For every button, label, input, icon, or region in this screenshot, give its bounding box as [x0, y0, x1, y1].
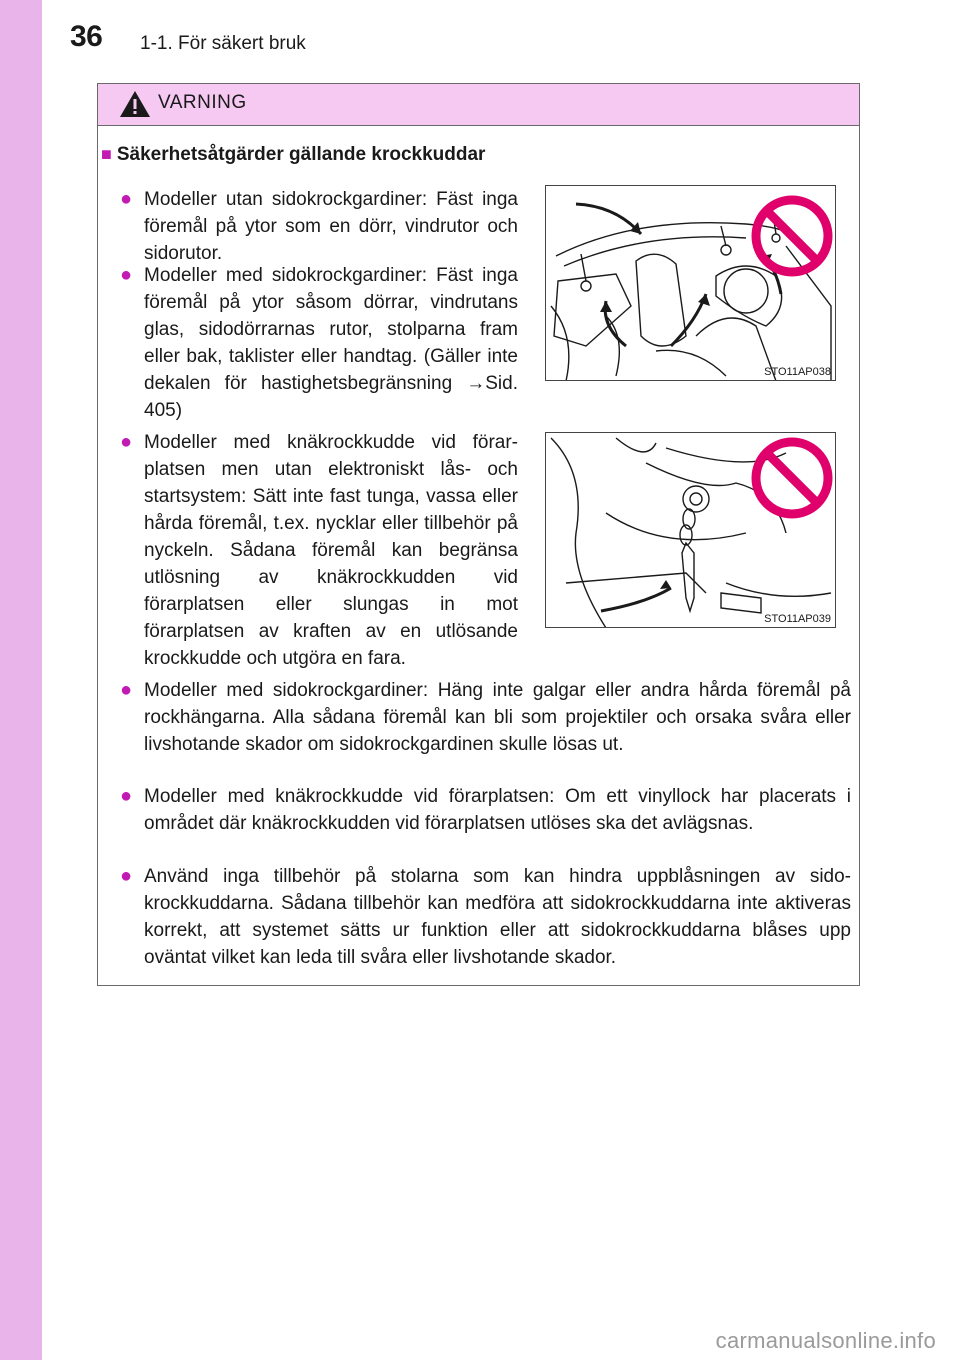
running-head: 1-1. För säkert bruk	[140, 33, 306, 54]
figure-code: STO11AP039	[764, 613, 831, 625]
round-bullet-icon: ●	[120, 865, 133, 887]
warning-triangle-icon	[118, 89, 152, 119]
warning-title: VARNING	[158, 92, 247, 113]
bullet-text: Modeller med sidokrockgardiner: Häng inte galgar eller andra hårda föremål på rockhängarna. Alla sådana föremål kan bli som projektiler och orsaka svåra eller livshotande skador om sidokrockgardinen skulle lösas ut.	[144, 680, 851, 755]
round-bullet-icon: ●	[120, 188, 133, 210]
bullet-item	[120, 262, 518, 424]
site-watermark: carmanualsonline.info	[715, 1328, 936, 1353]
warning-box	[97, 83, 860, 986]
bullet-text: Modeller med knäkrockkudde vid förarplatsen men utan elektroniskt lås- och startsystem: Sätt inte fast tunga, vassa eller hårda föremål, t.ex. nycklar eller tillbehör på nyckeln. Sådana föremål kan begränsa utlösning av knäkrockkudden vid förarplatsen eller slungas in mot förarplatsen av kraften av en utlösande krockkudde och utgöra en fara.	[144, 432, 518, 669]
bullet-text: Modeller utan sidokrockgardiner: Fäst inga föremål på ytor som en dörr, vindrutor och sidorutor.	[144, 189, 518, 264]
ignition-key-drawing	[546, 433, 836, 628]
round-bullet-icon: ●	[120, 264, 133, 286]
chapter-side-band	[0, 0, 42, 1360]
page-number: 36	[70, 20, 103, 53]
figure-code: STO11AP038	[764, 366, 831, 378]
section-heading-text: Säkerhetsåtgärder gällande krockkuddar	[116, 144, 486, 165]
bullet-item	[120, 783, 851, 837]
bullet-text: Modeller med knäkrockkudde vid förarplatsen: Om ett vinyllock har placerats i området där knäkrockkudden vid förarplatsen utlöses ska det avlägsnas.	[144, 786, 851, 834]
prohibition-icon	[756, 200, 828, 272]
car-interior-drawing	[546, 186, 836, 381]
bullet-item	[120, 863, 851, 971]
square-bullet-icon: ■	[101, 144, 112, 164]
prohibition-icon	[756, 442, 828, 514]
bullet-item	[120, 186, 518, 267]
bullet-item	[120, 677, 851, 758]
bullet-item	[120, 429, 518, 672]
section-heading	[101, 144, 485, 166]
ignition-key-illustration	[545, 432, 836, 628]
warning-header	[98, 84, 859, 126]
bullet-text: Använd inga tillbehör på stolarna som kan hindra uppblåsningen av sidokrockkuddarna. Sådana tillbehör kan medföra att sidokrockkuddarna inte aktiveras korrekt, att systemet sätts ur funktion eller att sidokrockkuddarna blåses upp oväntat vilket kan leda till svåra eller livshotande skador.	[144, 866, 851, 968]
round-bullet-icon: ●	[120, 785, 133, 807]
round-bullet-icon: ●	[120, 679, 133, 701]
bullet-text: Modeller med sidokrockgardiner: Fäst inga föremål på ytor såsom dörrar, vindrutans glas, sidodörrarnas rutor, stolparna fram eller bak, taklister eller handtag. (Gäller inte dekalen för hastighetsbegränsning →Sid. 405)	[144, 265, 518, 421]
car-interior-illustration	[545, 185, 836, 381]
round-bullet-icon: ●	[120, 431, 133, 453]
